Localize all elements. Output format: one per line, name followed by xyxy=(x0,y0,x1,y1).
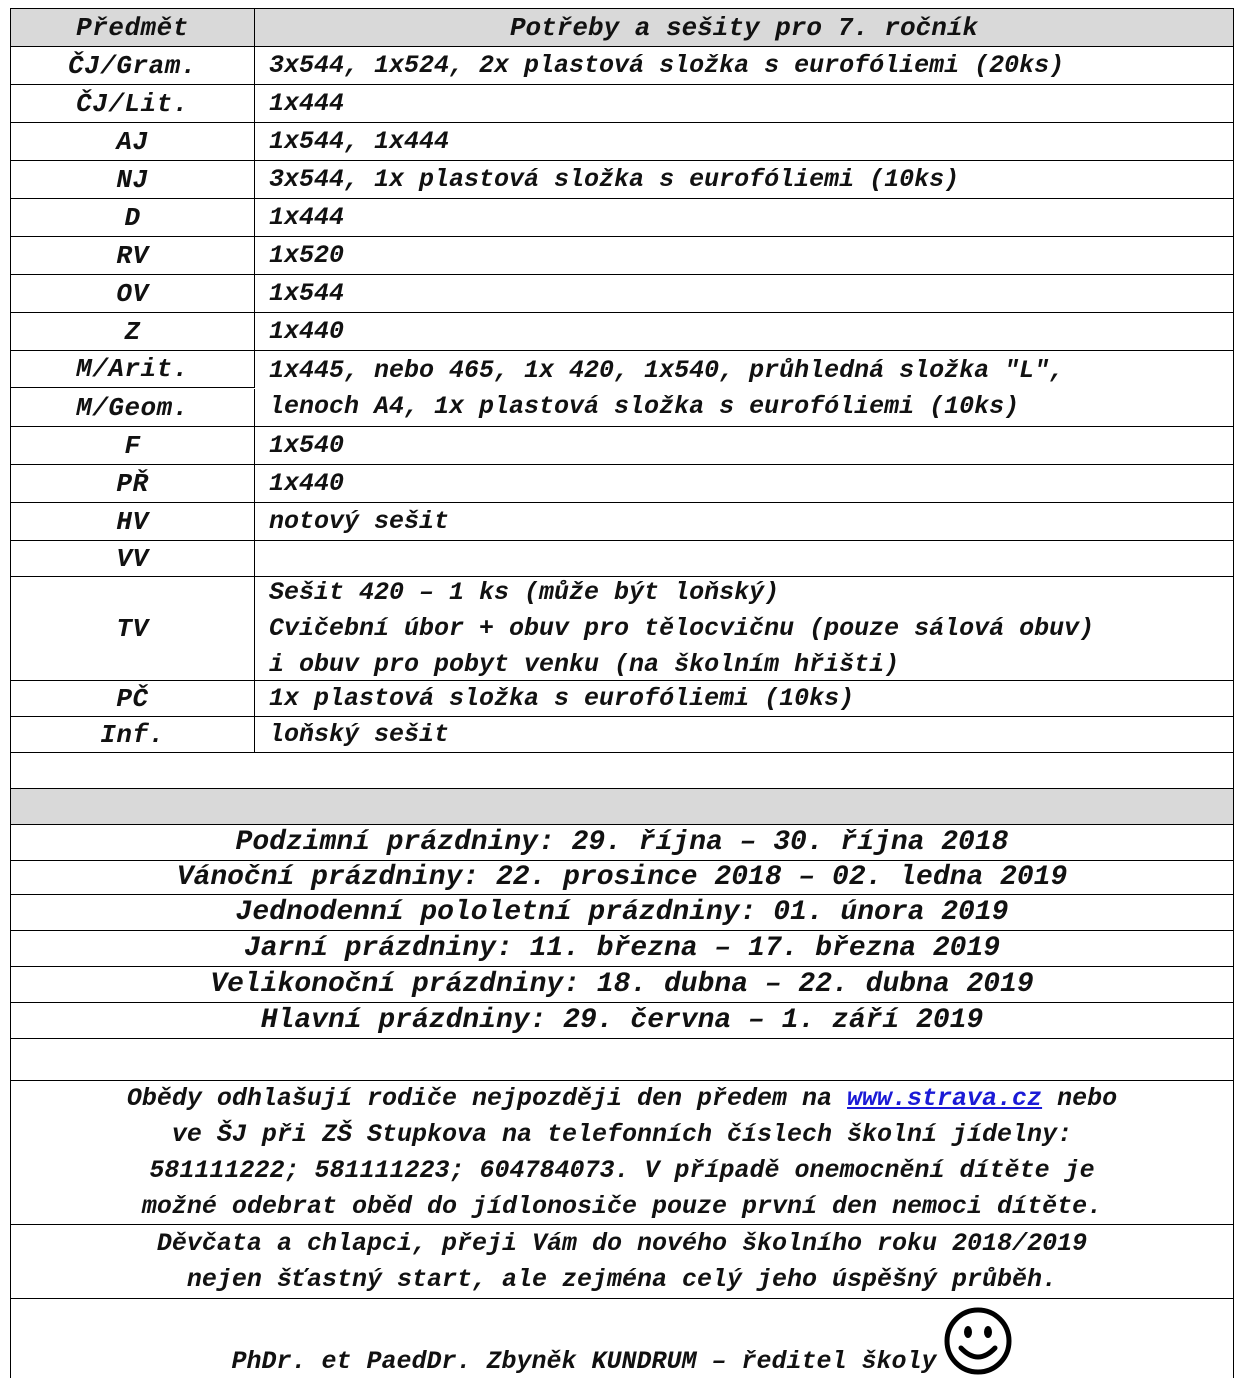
table-row xyxy=(10,84,1234,122)
greeting-line: nejen šťastný start, ale zejména celý jeho úspěšný průběh. xyxy=(186,1264,1058,1294)
holiday-row xyxy=(10,824,1234,860)
greeting-line: Děvčata a chlapci, přeji Vám do nového školního roku 2018/2019 xyxy=(156,1228,1088,1258)
items-header: Potřeby a sešity pro 7. ročník xyxy=(509,12,979,43)
table-row xyxy=(10,312,1234,350)
table-row xyxy=(10,160,1234,198)
subject-cell: Z xyxy=(11,313,255,350)
items-cell: 1x540 xyxy=(269,430,345,460)
smiley-icon xyxy=(943,1306,1013,1376)
supplies-sheet xyxy=(10,8,1236,1378)
items-cell: 1x445, nebo 465, 1x 420, 1x540, průhledná složka "L", lenoch A4, 1x plastová složka s eurofóliemi (10ks) xyxy=(269,355,1065,421)
greeting xyxy=(10,1224,1234,1298)
holiday-row xyxy=(10,1002,1234,1038)
table-row xyxy=(10,46,1234,84)
subject-cell: M/Geom. xyxy=(11,389,255,426)
items-cell: 1x440 xyxy=(269,316,345,346)
lunch-note-line2: ve ŠJ při ZŠ Stupkova na telefonních číslech školní jídelny: xyxy=(171,1119,1073,1149)
lunch-note-line3: 581111222; 581111223; 604784073. V případě onemocnění dítěte je xyxy=(149,1155,1095,1185)
signature-row xyxy=(10,1298,1234,1378)
lunch-note xyxy=(10,1080,1234,1224)
lunch-note-line4: možné odebrat oběd do jídlonosiče pouze první den nemoci dítěte. xyxy=(141,1191,1103,1221)
items-cell: 3x544, 1x plastová složka s eurofóliemi (10ks) xyxy=(269,164,960,194)
items-cell: 1x440 xyxy=(269,468,345,498)
holiday-text: Jednodenní pololetní prázdniny: 01. února 2019 xyxy=(235,897,1009,928)
holiday-text: Hlavní prázdniny: 29. června – 1. září 2019 xyxy=(260,1005,984,1036)
subject-cell: PČ xyxy=(11,681,255,716)
table-row xyxy=(10,716,1234,752)
items-cell: 1x520 xyxy=(269,240,345,270)
signature-text: PhDr. et PaedDr. Zbyněk KUNDRUM – ředitel školy xyxy=(231,1347,937,1376)
table-row-math xyxy=(10,350,1234,426)
subject-cell: HV xyxy=(11,503,255,540)
holiday-row xyxy=(10,930,1234,966)
subject-cell: ČJ/Lit. xyxy=(11,85,255,122)
holiday-text: Vánoční prázdniny: 22. prosince 2018 – 02. ledna 2019 xyxy=(176,862,1068,893)
empty-row xyxy=(10,752,1234,788)
subject-cell: NJ xyxy=(11,161,255,198)
table-row xyxy=(10,576,1234,680)
table-row xyxy=(10,464,1234,502)
holiday-row xyxy=(10,860,1234,894)
items-cell: 1x plastová složka s eurofóliemi (10ks) xyxy=(269,683,855,713)
holiday-text: Podzimní prázdniny: 29. října – 30. října 2018 xyxy=(235,827,1009,858)
table-header xyxy=(10,8,1234,46)
items-cell: 3x544, 1x524, 2x plastová složka s eurofóliemi (20ks) xyxy=(269,50,1065,80)
lunch-note-line1: Obědy odhlašují rodiče nejpozději den předem na www.strava.cz nebo xyxy=(126,1083,1118,1113)
subject-cell: Inf. xyxy=(11,717,255,752)
items-cell: 1x444 xyxy=(269,88,345,118)
subject-cell: M/Arit. xyxy=(11,351,255,388)
subject-cell: OV xyxy=(11,275,255,312)
table-row xyxy=(10,236,1234,274)
items-cell: 1x544, 1x444 xyxy=(269,126,450,156)
items-cell: 1x544 xyxy=(269,278,345,308)
subject-cell: AJ xyxy=(11,123,255,160)
table-row xyxy=(10,426,1234,464)
items-cell: loňský sešit xyxy=(269,719,450,749)
table-row xyxy=(10,198,1234,236)
subject-cell: PŘ xyxy=(11,465,255,502)
strava-link[interactable]: www.strava.cz xyxy=(847,1083,1043,1113)
table-row xyxy=(10,540,1234,576)
subject-cell: TV xyxy=(11,577,255,680)
table-row xyxy=(10,680,1234,716)
items-cell: 1x444 xyxy=(269,202,345,232)
subject-cell: RV xyxy=(11,237,255,274)
items-cell: Sešit 420 – 1 ks (může být loňský) Cvičební úbor + obuv pro tělocvičnu (pouze sálová obuv) i obuv pro pobyt venku (na školním hřišti) xyxy=(269,577,1095,679)
items-cell xyxy=(269,541,1229,576)
gray-divider-row xyxy=(10,788,1234,824)
holiday-text: Velikonoční prázdniny: 18. dubna – 22. dubna 2019 xyxy=(210,969,1034,1000)
subject-cell: D xyxy=(11,199,255,236)
empty-row xyxy=(10,1038,1234,1080)
subject-cell: F xyxy=(11,427,255,464)
subject-header: Předmět xyxy=(11,9,255,46)
subject-cell: VV xyxy=(11,541,255,576)
subject-cell: ČJ/Gram. xyxy=(11,47,255,84)
items-cell: notový sešit xyxy=(269,506,450,536)
table-row xyxy=(10,122,1234,160)
table-row xyxy=(10,502,1234,540)
holiday-text: Jarní prázdniny: 11. března – 17. března 2019 xyxy=(243,933,1001,964)
holiday-row xyxy=(10,894,1234,930)
holiday-row xyxy=(10,966,1234,1002)
table-row xyxy=(10,274,1234,312)
